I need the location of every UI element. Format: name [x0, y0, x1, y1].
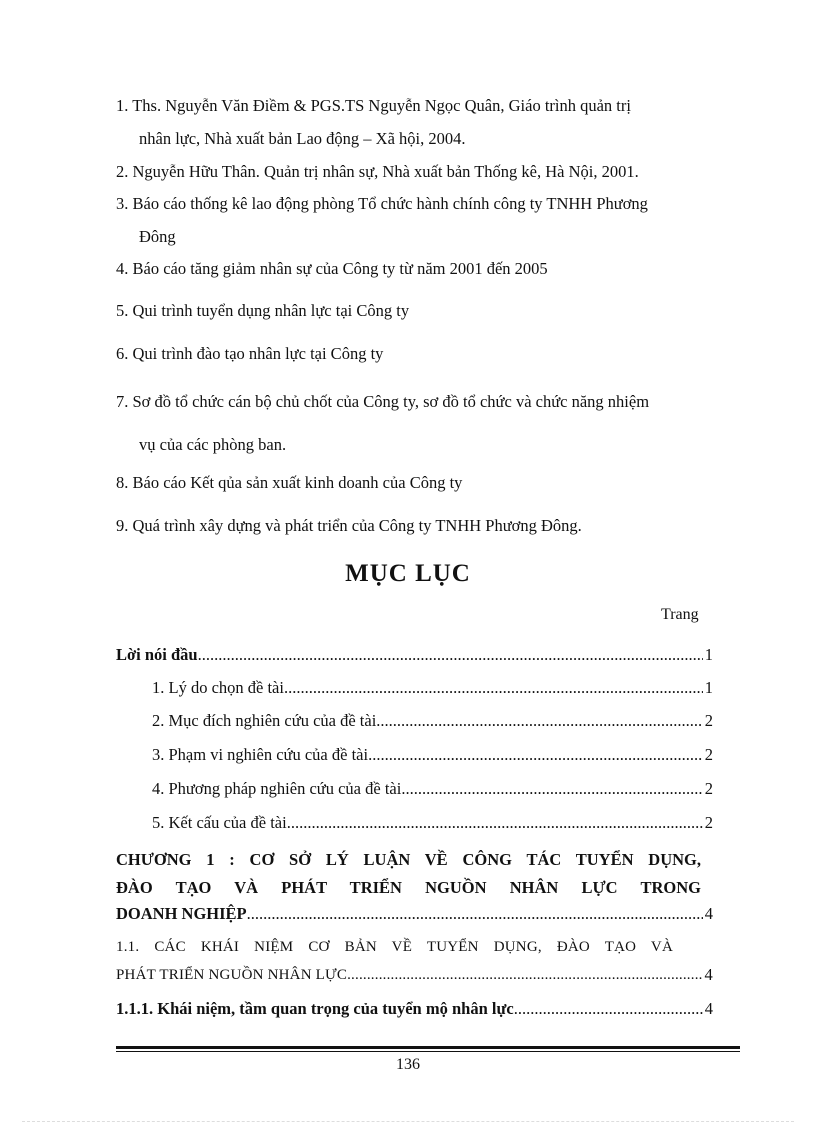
- toc-entry-page: 2: [704, 779, 713, 798]
- reference-5: [116, 294, 740, 327]
- ref-continuation: nhân lực, Nhà xuất bản Lao động – Xã hội, 2004.: [139, 129, 466, 148]
- ref-number: 5.: [116, 301, 129, 320]
- toc-entry-label: PHÁT TRIỂN NGUỒN NHÂN LỰC: [116, 967, 348, 983]
- toc-leader-dots: [347, 961, 702, 989]
- toc-entry-label: 5. Kết cấu của đề tài: [152, 813, 287, 832]
- toc-entry-section-1-1[interactable]: [116, 961, 713, 989]
- reference-2: [116, 155, 740, 188]
- ref-text: Qui trình tuyển dụng nhân lực tại Công ty: [132, 301, 410, 320]
- toc-leader-dots: [247, 900, 703, 928]
- reference-3: [116, 187, 740, 253]
- toc-entry-section-1-1-1[interactable]: [116, 995, 713, 1023]
- reference-7: [116, 380, 740, 466]
- toc-entry-label: 1. Lý do chọn đề tài: [152, 678, 284, 697]
- ref-continuation: Đông: [139, 227, 176, 246]
- toc-entry-label: 2. Mục đích nghiên cứu của đề tài: [152, 711, 377, 730]
- ref-number: 4.: [116, 259, 129, 278]
- toc-leader-dots: [368, 741, 703, 769]
- ref-text: Quá trình xây dựng và phát triển của Công ty TNHH Phương Đông.: [132, 516, 582, 535]
- ref-number: 8.: [116, 473, 129, 492]
- toc-entry-page: 2: [704, 813, 713, 832]
- ref-number: 2.: [116, 162, 129, 181]
- reference-8: [116, 466, 740, 499]
- ref-text: Ths. Nguyễn Văn Điềm & PGS.TS Nguyễn Ngọc Quân, Giáo trình quản trị: [132, 96, 631, 115]
- ref-number: 9.: [116, 516, 129, 535]
- ref-number: 7.: [116, 392, 129, 411]
- toc-entry-label: 4. Phương pháp nghiên cứu của đề tài: [152, 779, 402, 798]
- ref-number: 6.: [116, 344, 129, 363]
- toc-entry-label: DOANH NGHIỆP: [116, 904, 247, 923]
- toc-entry-label: Lời nói đầu: [116, 645, 198, 664]
- toc-entry-chapter-1[interactable]: [116, 900, 713, 928]
- toc-entry-preface-1[interactable]: [116, 674, 713, 702]
- toc-title: MỤC LỤC: [345, 560, 471, 587]
- toc-entry-preface-2[interactable]: [116, 707, 713, 735]
- toc-entry-label: 3. Phạm vi nghiên cứu của đề tài: [152, 745, 369, 764]
- ref-text: Báo cáo Kết qủa sản xuất kinh doanh của Công ty: [132, 473, 463, 492]
- toc-leader-dots: [287, 809, 703, 837]
- page-number: 136: [396, 1056, 420, 1073]
- ref-text: Sơ đồ tổ chức cán bộ chủ chốt của Công ty, sơ đồ tổ chức và chức năng nhiệm: [132, 392, 650, 411]
- toc-leader-dots: [376, 707, 702, 735]
- toc-entry-page: 1: [704, 678, 713, 697]
- toc-entry-preface-4[interactable]: [116, 775, 713, 803]
- toc-chapter-1-line-2[interactable]: ĐÀO TẠO VÀ PHÁT TRIỂN NGUỒN NHÂN LỰC TRONG: [116, 878, 701, 897]
- ref-text: Báo cáo thống kê lao động phòng Tổ chức hành chính công ty TNHH Phương: [132, 194, 648, 213]
- toc-entry-label: 1.1.1. Khái niệm, tầm quan trọng của tuyển mộ nhân lực: [116, 999, 514, 1018]
- toc-entry-page: 4: [704, 965, 713, 984]
- toc-chapter-1-line-1[interactable]: CHƯƠNG 1 : CƠ SỞ LÝ LUẬN VỀ CÔNG TÁC TUYỂN DỤNG,: [116, 850, 701, 869]
- toc-leader-dots: [284, 674, 703, 702]
- toc-entry-page: 2: [704, 711, 713, 730]
- reference-1: [116, 89, 740, 155]
- toc-page-header: Trang: [661, 606, 699, 623]
- ref-continuation: vụ của các phòng ban.: [139, 435, 287, 454]
- toc-entry-page: 4: [704, 904, 713, 923]
- ref-number: 1.: [116, 96, 129, 115]
- toc-entry-preface[interactable]: [116, 641, 713, 669]
- toc-entry-preface-3[interactable]: [116, 741, 713, 769]
- toc-leader-dots: [198, 641, 703, 669]
- toc-section-1-1-line-1[interactable]: 1.1. CÁC KHÁI NIỆM CƠ BẢN VỀ TUYỂN DỤNG, ĐÀO TẠO VÀ: [116, 939, 673, 955]
- toc-entry-page: 2: [704, 745, 713, 764]
- footer-rule-thick: [116, 1046, 740, 1049]
- reference-6: [116, 337, 740, 370]
- reference-9: [116, 509, 740, 542]
- ref-number: 3.: [116, 194, 129, 213]
- toc-entry-page: 1: [704, 645, 713, 664]
- toc-leader-dots: [401, 775, 702, 803]
- toc-entry-preface-5[interactable]: [116, 809, 713, 837]
- ref-text: Qui trình đào tạo nhân lực tại Công ty: [132, 344, 384, 363]
- ref-text: Nguyễn Hữu Thân. Quản trị nhân sự, Nhà xuất bản Thống kê, Hà Nội, 2001.: [132, 162, 639, 181]
- ref-text: Báo cáo tăng giảm nhân sự của Công ty từ năm 2001 đến 2005: [132, 259, 548, 278]
- toc-entry-page: 4: [704, 999, 713, 1018]
- footer-rule-thin: [116, 1051, 740, 1052]
- reference-4: [116, 252, 740, 285]
- toc-leader-dots: [514, 995, 703, 1023]
- page-edge-divider: [22, 1121, 794, 1122]
